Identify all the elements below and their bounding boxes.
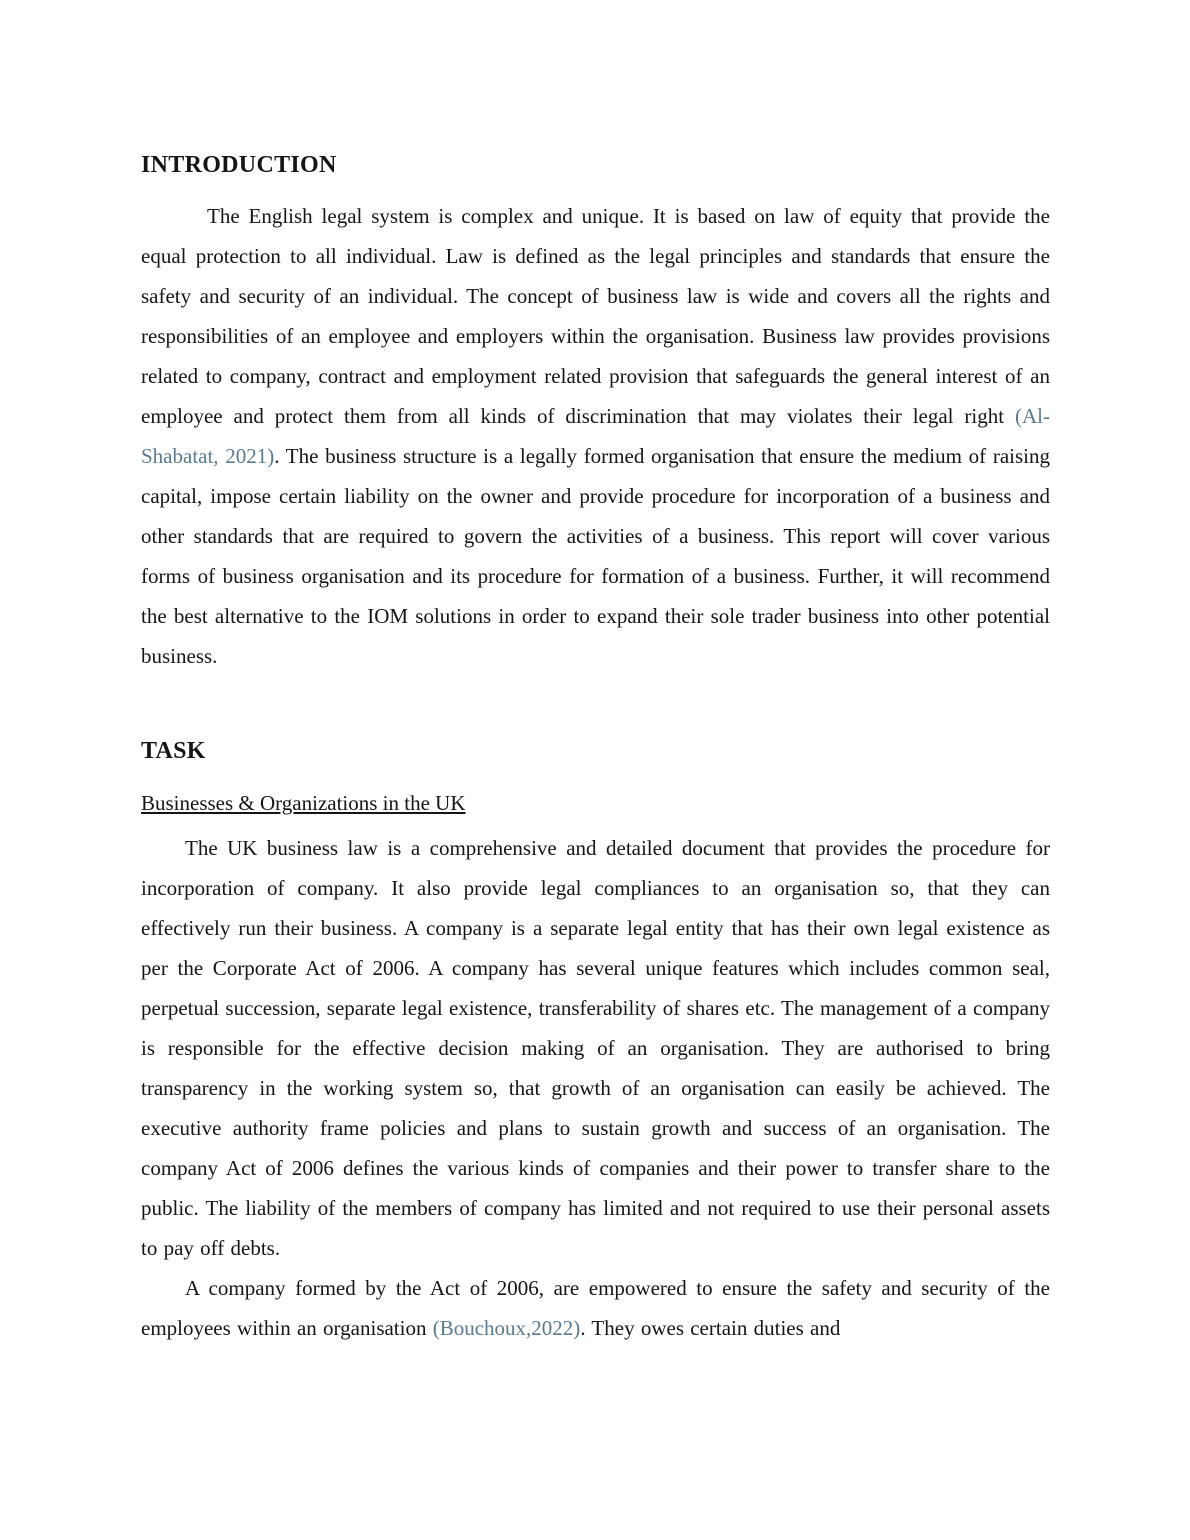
citation-bouchoux: (Bouchoux,2022) (432, 1316, 581, 1340)
paragraph-introduction (141, 196, 1050, 676)
citation-al-shabatat: (Al-Shabatat, 2021) (141, 404, 1050, 468)
subheading-businesses-organizations: Businesses & Organizations in the UK (141, 791, 466, 815)
intro-text-before-citation: The English legal system is complex and unique. It is based on law of equity that provide the equal protection to all individual. Law is defined as the legal principles and standards that ensure the safety and security of an individual. The concept of business law is wide and covers all the rights and responsibilities of an employee and employers within the organisation. Business law provides provisions related to company, contract and employment related provision that safeguards the general interest of an employee and protect them from all kinds of discrimination that may violates their legal right (141, 204, 1050, 428)
heading-task: TASK (141, 738, 206, 764)
heading-introduction: INTRODUCTION (141, 152, 337, 178)
paragraph-company-act (141, 1268, 1050, 1348)
company-act-text-before-citation: A company formed by the Act of 2006, are empowered to ensure the safety and security of the employees within an organisation (141, 1276, 1050, 1340)
paragraph-uk-business-law: The UK business law is a comprehensive and detailed document that provides the procedure for incorporation of company. It also provide legal compliances to an organisation so, that they can effectively run their business. A company is a separate legal entity that has their own legal existence as per the Corporate Act of 2006. A company has several unique features which includes common seal, perpetual succession, separate legal existence, transferability of shares etc. The management of a company is responsible for the effective decision making of an organisation. They are authorised to bring transparency in the working system so, that growth of an organisation can easily be achieved. The executive authority frame policies and plans to sustain growth and success of an organisation. The company Act of 2006 defines the various kinds of companies and their power to transfer share to the public. The liability of the members of company has limited and not required to use their personal assets to pay off debts. (141, 836, 1050, 1260)
company-act-text-after-citation: . They owes certain duties and (580, 1316, 841, 1340)
intro-text-after-citation: . The business structure is a legally formed organisation that ensure the medium of raising capital, impose certain liability on the owner and provide procedure for incorporation of a business and other standards that are required to govern the activities of a business. This report will cover various forms of business organisation and its procedure for formation of a business. Further, it will recommend the best alternative to the IOM solutions in order to expand their sole trader business into other potential business. (141, 444, 1050, 668)
